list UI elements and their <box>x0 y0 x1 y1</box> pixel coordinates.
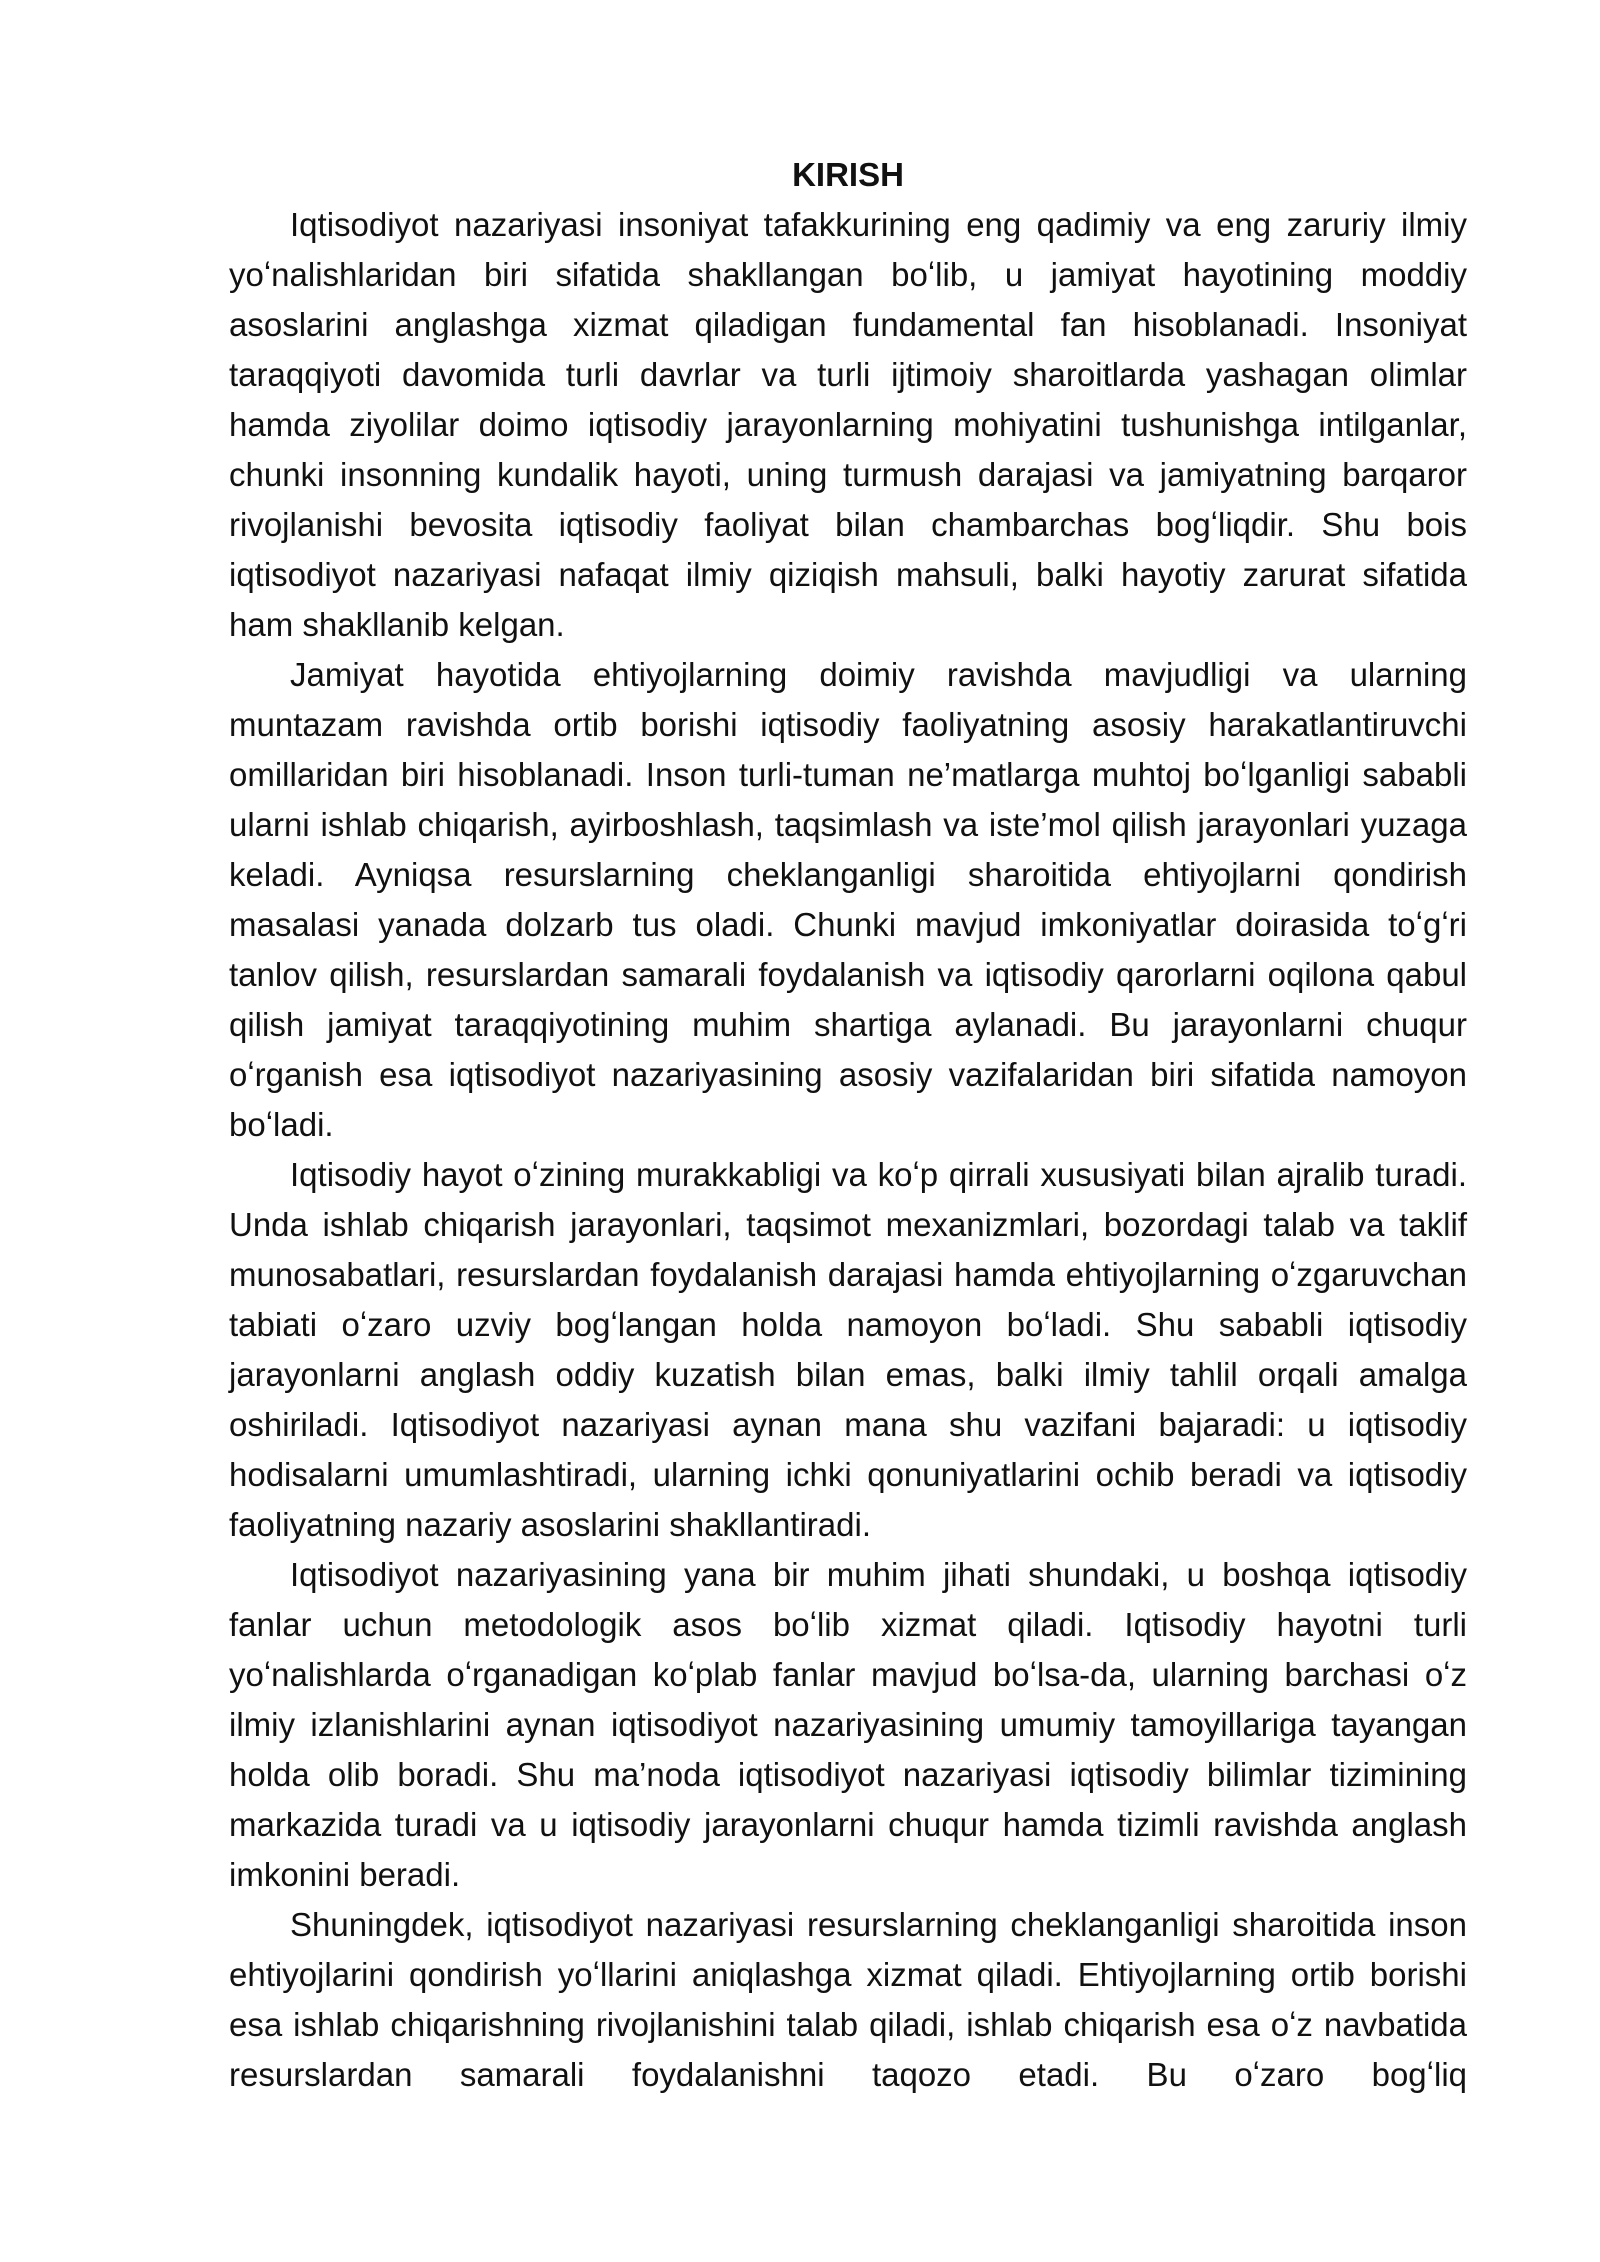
paragraph-3: Iqtisodiy hayot oʻzining murakkabligi va koʻp qirrali xususiyati bilan ajralib turadi. Unda ishlab chiqarish jarayonlari, taqsimot mexanizmlari, bozordagi talab va taklif munosabatlari, resurslardan foydalanish darajasi hamda ehtiyojlarning oʻzgaruvchan tabiati oʻzaro uzviy bogʻlangan holda namoyon boʻladi. Shu sababli iqtisodiy jarayonlarni anglash oddiy kuzatish bilan emas, balki ilmiy tahlil orqali amalga oshiriladi. Iqtisodiyot nazariyasi aynan mana shu vazifani bajaradi: u iqtisodiy hodisalarni umumlashtiradi, ularning ichki qonuniyatlarini ochib beradi va iqtisodiy faoliyatning nazariy asoslarini shakllantiradi. <box>229 1156 1467 1543</box>
page-title: KIRISH <box>792 156 904 193</box>
document-body <box>229 150 1467 2100</box>
paragraph-2: Jamiyat hayotida ehtiyojlarning doimiy ravishda mavjudligi va ularning muntazam ravishda ortib borishi iqtisodiy faoliyatning asosiy harakatlantiruvchi omillaridan biri hisoblanadi. Inson turli-tuman ne’matlarga muhtoj boʻlganligi sababli ularni ishlab chiqarish, ayirboshlash, taqsimlash va iste’mol qilish jarayonlari yuzaga keladi. Ayniqsa resurslarning cheklanganligi sharoitida ehtiyojlarni qondirish masalasi yanada dolzarb tus oladi. Chunki mavjud imkoniyatlar doirasida toʻgʻri tanlov qilish, resurslardan samarali foydalanish va iqtisodiy qarorlarni oqilona qabul qilish jamiyat taraqqiyotining muhim shartiga aylanadi. Bu jarayonlarni chuqur oʻrganish esa iqtisodiyot nazariyasining asosiy vazifalaridan biri sifatida namoyon boʻladi. <box>229 656 1467 1143</box>
paragraph-5: Shuningdek, iqtisodiyot nazariyasi resurslarning cheklanganligi sharoitida inson ehtiyojlarini qondirish yoʻllarini aniqlashga xizmat qiladi. Ehtiyojlarning ortib borishi esa ishlab chiqarishning rivojlanishini talab qiladi, ishlab chiqarish esa oʻz navbatida resurslardan samarali foydalanishni taqozo etadi. Bu oʻzaro bogʻliq <box>229 1906 1467 2093</box>
paragraph-1: Iqtisodiyot nazariyasi insoniyat tafakkurining eng qadimiy va eng zaruriy ilmiy yoʻnalishlaridan biri sifatida shakllangan boʻlib, u jamiyat hayotining moddiy asoslarini anglashga xizmat qiladigan fundamental fan hisoblanadi. Insoniyat taraqqiyoti davomida turli davrlar va turli ijtimoiy sharoitlarda yashagan olimlar hamda ziyolilar doimo iqtisodiy jarayonlarning mohiyatini tushunishga intilganlar, chunki insonning kundalik hayoti, uning turmush darajasi va jamiyatning barqaror rivojlanishi bevosita iqtisodiy faoliyat bilan chambarchas bogʻliqdir. Shu bois iqtisodiyot nazariyasi nafaqat ilmiy qiziqish mahsuli, balki hayotiy zarurat sifatida ham shakllanib kelgan. <box>229 206 1467 643</box>
paragraph-4: Iqtisodiyot nazariyasining yana bir muhim jihati shundaki, u boshqa iqtisodiy fanlar uchun metodologik asos boʻlib xizmat qiladi. Iqtisodiy hayotni turli yoʻnalishlarda oʻrganadigan koʻplab fanlar mavjud boʻlsa-da, ularning barchasi oʻz ilmiy izlanishlarini aynan iqtisodiyot nazariyasining umumiy tamoyillariga tayangan holda olib boradi. Shu ma’noda iqtisodiyot nazariyasi iqtisodiy bilimlar tizimining markazida turadi va u iqtisodiy jarayonlarni chuqur hamda tizimli ravishda anglash imkonini beradi. <box>229 1556 1467 1893</box>
